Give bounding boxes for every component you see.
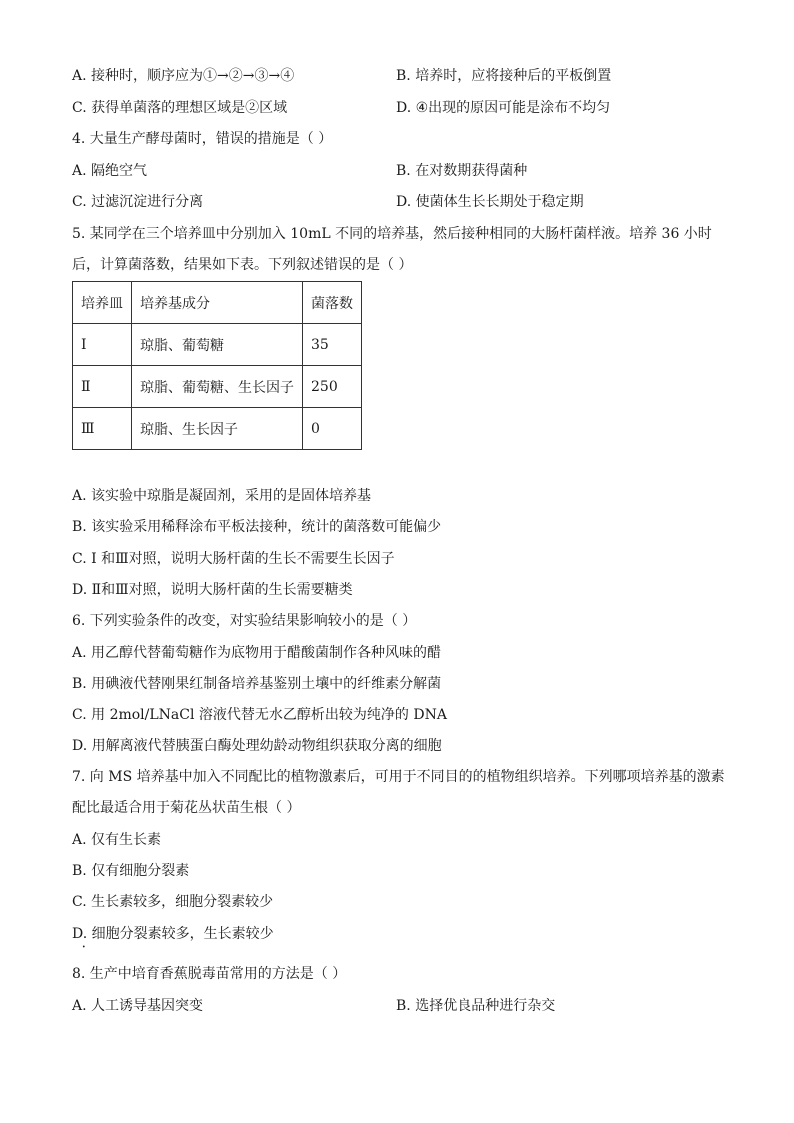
q7-option-b: B. 仅有细胞分裂素 (72, 863, 190, 879)
q8-stem: 8. 生产中培育香蕉脱毒苗常用的方法是（ ） (72, 966, 347, 982)
stray-dot-mark: • (82, 944, 86, 951)
q7-option-a: A. 仅有生长素 (72, 832, 162, 848)
table-header-cell: 菌落数 (303, 282, 362, 324)
q7-stem-line1: 7. 向 MS 培养基中加入不同配比的植物激素后，可用于不同目的的植物组织培养。下列哪项培养基的激素 (72, 769, 725, 785)
q5-stem-line1: 5. 某同学在三个培养皿中分别加入 10mL 不同的培养基，然后接种相同的大肠杆菌样液。培养 36 小时 (72, 226, 712, 242)
q4-option-b: B. 在对数期获得菌种 (396, 163, 528, 179)
q6-stem: 6. 下列实验条件的改变，对实验结果影响较小的是（ ） (72, 613, 417, 629)
q6-option-a: A. 用乙醇代替葡萄糖作为底物用于醋酸菌制作各种风味的醋 (72, 645, 442, 661)
table-header-cell: 培养皿 (73, 282, 132, 324)
table-cell: 35 (303, 324, 362, 366)
q8-option-b: B. 选择优良品种进行杂交 (396, 998, 556, 1014)
table-cell: Ⅱ (73, 366, 132, 408)
q5-option-d: D. Ⅱ和Ⅲ对照，说明大肠杆菌的生长需要糖类 (72, 582, 353, 598)
q4-option-a: A. 隔绝空气 (72, 163, 148, 179)
table-cell: 琼脂、葡萄糖 (132, 324, 303, 366)
table-row (73, 324, 362, 366)
q3-option-c: C. 获得单菌落的理想区域是②区域 (72, 100, 288, 116)
q5-results-table (72, 281, 362, 450)
q6-option-d: D. 用解离液代替胰蛋白酶处理幼龄动物组织获取分离的细胞 (72, 738, 442, 754)
q6-option-c: C. 用 2mol/LNaCl 溶液代替无水乙醇析出较为纯净的 DNA (72, 707, 447, 723)
q5-stem-line2: 后，计算菌落数，结果如下表。下列叙述错误的是（ ） (72, 257, 413, 273)
q3-option-b: B. 培养时，应将接种后的平板倒置 (396, 68, 612, 84)
q5-option-c: C. I 和Ⅲ对照，说明大肠杆菌的生长不需要生长因子 (72, 551, 395, 567)
table-header-row (73, 282, 362, 324)
q8-option-a: A. 人工诱导基因突变 (72, 998, 204, 1014)
q7-stem-line2: 配比最适合用于菊花丛状苗生根（ ） (72, 800, 301, 816)
q4-stem: 4. 大量生产酵母菌时，错误的措施是（ ） (72, 131, 333, 147)
table-cell: 0 (303, 408, 362, 450)
q4-option-c: C. 过滤沉淀进行分离 (72, 194, 204, 210)
table-cell: 琼脂、生长因子 (132, 408, 303, 450)
table-cell: Ⅲ (73, 408, 132, 450)
q7-option-c: C. 生长素较多，细胞分裂素较少 (72, 894, 274, 910)
q4-option-d: D. 使菌体生长长期处于稳定期 (396, 194, 584, 210)
table-row (73, 366, 362, 408)
q3-option-d: D. ④出现的原因可能是涂布不均匀 (396, 100, 611, 116)
table-cell: 琼脂、葡萄糖、生长因子 (132, 366, 303, 408)
q6-option-b: B. 用碘液代替刚果红制备培养基鉴别土壤中的纤维素分解菌 (72, 676, 442, 692)
table-row (73, 408, 362, 450)
q5-option-a: A. 该实验中琼脂是凝固剂，采用的是固体培养基 (72, 488, 372, 504)
table-cell: 250 (303, 366, 362, 408)
table-cell: I (73, 324, 132, 366)
q7-option-d: D. 细胞分裂素较多，生长素较少 (72, 926, 274, 942)
table-header-cell: 培养基成分 (132, 282, 303, 324)
q3-option-a: A. 接种时，顺序应为①→②→③→④ (72, 68, 295, 84)
q5-option-b: B. 该实验采用稀释涂布平板法接种，统计的菌落数可能偏少 (72, 519, 442, 535)
